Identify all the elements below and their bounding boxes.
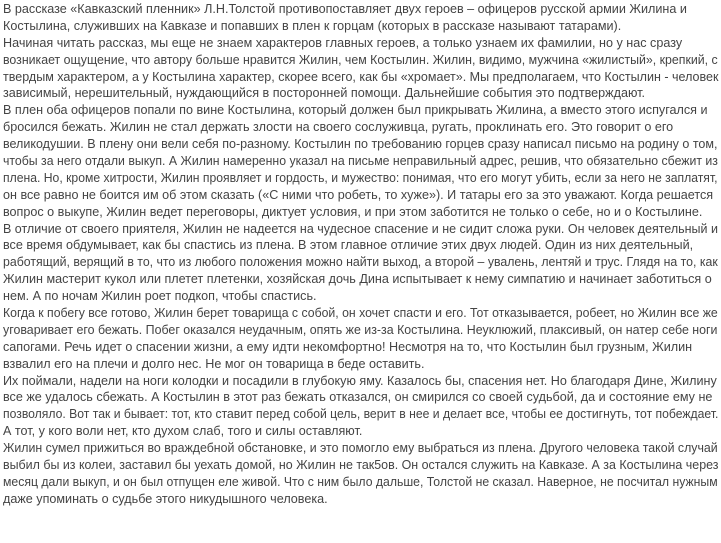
text-line: нем. А по ночам Жилин роет подкоп, чтобы спастись. (3, 289, 317, 304)
text-line: вопрос о выкупе, Жилин ведет переговоры, диктует условия, и при этом заботится не только о себе, но и о Костылине. (3, 204, 703, 219)
text-line: плена. Но, кроме хитрости, Жилин проявляет и гордость, и мужество: понимая, что его могут убить, если за него не заплатят, (3, 170, 718, 185)
text-line: зависимый, нерешительный, нуждающийся в посторонней помощи. Дальнейшие события это подтверждают. (3, 86, 646, 101)
text-line: позволяло. Вот так и бывает: тот, кто ставит перед собой цель, верит в нее и делает все, чтобы ее достигнуть, тот побеждает. (3, 407, 719, 422)
text-line: все время обдумывает, как бы спастись из плена. В этом главное отличие этих двух людей. Один из них деятельный, (3, 238, 694, 253)
text-line: Костылина, служивших на Кавказе и попавших в плен к горцам (которых в рассказе называют татарами). (3, 18, 622, 33)
text-line: даже упоминать о судьбе этого никудышного человека. (3, 491, 328, 506)
text-line: выбил бы из колеи, заставил бы уехать домой, но Жилин не так5ов. Он остался служить на Кавказе. А за Костылина через (3, 458, 719, 473)
text-line: В плен оба офицеров попали по вине Костылина, который должен был прикрывать Жилина, а вместо этого испугался и (3, 103, 708, 118)
text-line: Когда к побегу все готово, Жилин берет товарища с собой, он хочет спасти и его. Тот отказывается, робеет, но Жилин все же (3, 306, 718, 321)
text-line: твердым характером, а у Костылина характер, скорее всего, как бы «хромает». Мы предполагаем, что Костылин - человек (3, 69, 719, 84)
text-line: Жилин сумел прижиться во враждебной обстановке, и это помогло ему выбраться из плена. Другого человека такой случай (3, 441, 718, 456)
text-line: бросился бежать. Жилин не стал держать злости на своего сослуживца, ругать, проклинать его. Это говорит о его (3, 120, 674, 135)
text-line: Жилин мастерит кукол или плетет плетенки, хозяйская дочь Дина испытывает к нему симпатию и начинает заботиться о (3, 272, 712, 287)
text-line: уговаривает его бежать. Побег оказался неудачным, опять же из-за Костылина. Неуклюжий, плаксивый, он натер себе ноги (3, 322, 718, 337)
text-line: все же удалось сбежать. А Костылин в этот раз бежать отказался, он смирился со своей судьбой, да и состояние ему не (3, 390, 713, 405)
text-line: А тот, у кого воли нет, кто духом слаб, того и силы оставляют. (3, 424, 363, 439)
text-line: великодушии. В плену они вели себя по-разному. Костылин по требованию горцев сразу написал письмо на родину о том, (3, 137, 718, 152)
text-line: месяц дали выкуп, и он был отпущен еле живой. Что с ним было дальше, Толстой не сказал. Наверное, не посчитал нужным (3, 474, 718, 489)
text-line: чтобы за него отдали выкуп. А Жилин намеренно указал на письме неправильный адрес, решив, что обязательно сбежит из (3, 154, 718, 169)
text-line: В рассказе «Кавказский пленник» Л.Н.Толстой противопоставляет двух героев – офицеров русской армии Жилина и (3, 2, 687, 16)
text-line: сапогами. Речь идет о спасении жизни, а ему идти некомфортно! Несмотря на то, что Костылин был грузным, Жилин (3, 339, 693, 354)
text-line: возникает ощущение, что автору больше нравится Жилин, чем Костылин. Жилин, видимо, мужчина «жилистый», крепкий, с (3, 52, 718, 67)
text-line: работящий, верящий в то, что из любого положения можно найти выход, а второй – увалень, лентяй и трус. Глядя на то, как (3, 255, 718, 270)
text-line: Начиная читать рассказ, мы еще не знаем характеров главных героев, а только узнаем их фамилии, но у нас сразу (3, 35, 683, 50)
text-line: Их поймали, надели на ноги колодки и посадили в глубокую яму. Казалось бы, спасения нет. Но благодаря Дине, Жилину (3, 373, 717, 388)
text-line: взвалил его на плечи и долго нес. Не мог он товарища в беде оставить. (3, 356, 425, 371)
text-line: он все равно не боится им об этом сказать («С ними что робеть, то хуже»). И татары его за это уважают. Когда решается (3, 187, 714, 202)
text-line: В отличие от своего приятеля, Жилин не надеется на чудесное спасение и не сидит сложа руки. Он человек деятельный и (3, 221, 718, 236)
